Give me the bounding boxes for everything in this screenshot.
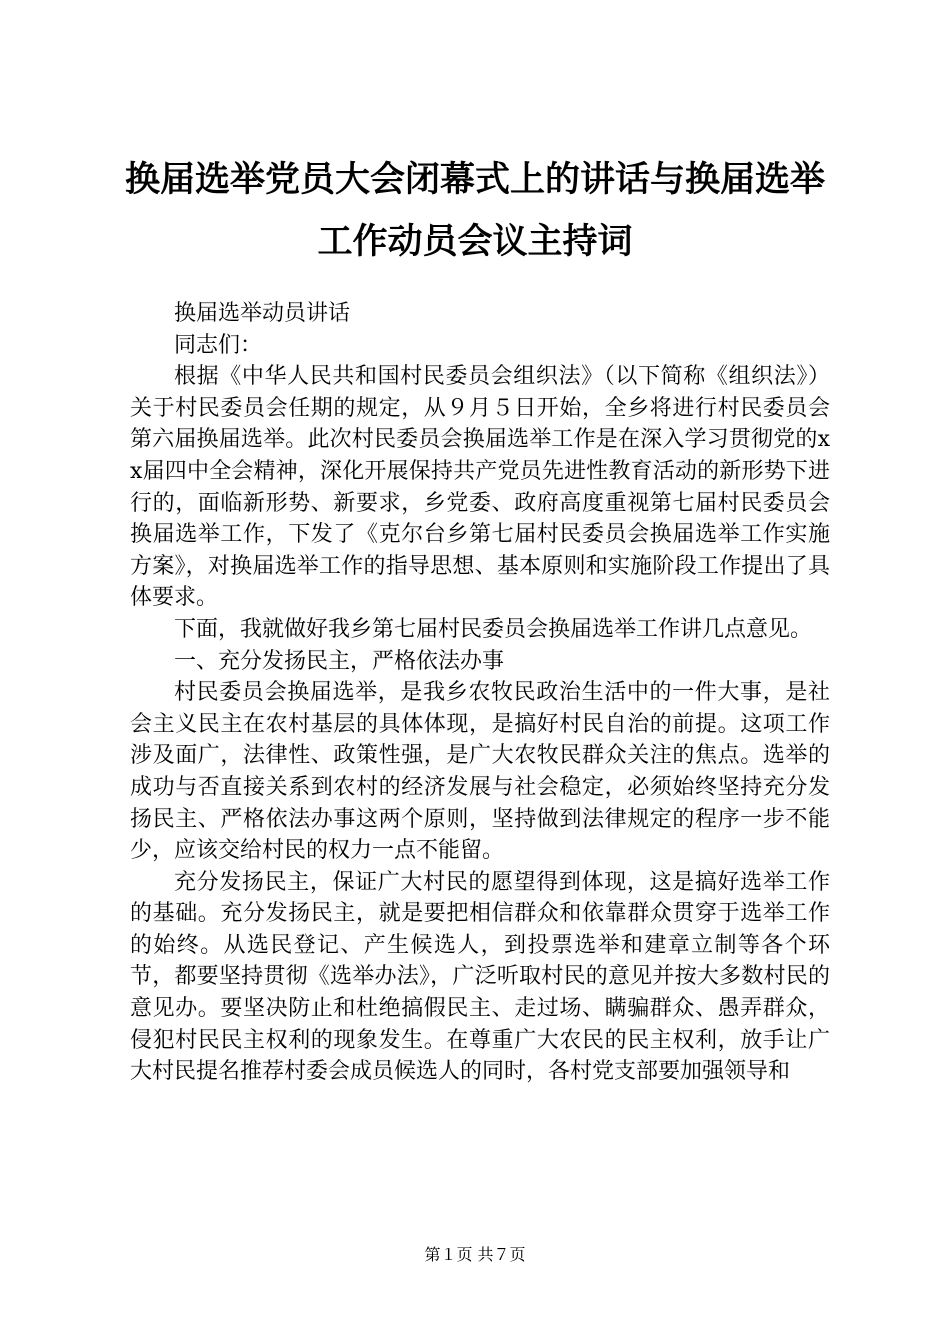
document-title-line-1: 换届选举党员大会闭幕式上的讲话与换届选举 xyxy=(124,160,825,200)
document-body xyxy=(130,298,830,1088)
paragraph: 根据《中华人民共和国村民委员会组织法》（以下简称《组织法》）关于村民委员会任期的规定，从９月５日开始，全乡将进行村民委员会第六届换届选举。此次村民委员会换届选举工作是在深入学习贯彻党的xx届四中全会精神，深化开展保持共产党员先进性教育活动的新形势下进行的，面临新形势、新要求，乡党委、政府高度重视第七届村民委员会换届选举工作，下发了《克尔台乡第七届村民委员会换届选举工作实施方案》，对换届选举工作的指导思想、基本原则和实施阶段工作提出了具体要求。 xyxy=(130,364,830,611)
section-heading: 一、充分发扬民主，严格依法办事 xyxy=(174,648,505,674)
paragraph-heading: 换届选举动员讲话 xyxy=(174,301,351,326)
paragraph: 充分发扬民主，保证广大村民的愿望得到体现，这是搞好选举工作的基础。充分发扬民主，就是要把相信群众和依靠群众贯穿于选举工作的始终。从选民登记、产生候选人，到投票选举和建章立制等各个环节，都要坚持贯彻《选举办法》，广泛听取村民的意见并按大多数村民的意见办。要坚决防止和杜绝搞假民主、走过场、瞒骗群众、愚弄群众，侵犯村民民主权利的现象发生。在尊重广大农民的民主权利，放手让广大村民提名推荐村委会成员候选人的同时，各村党支部要加强领导和 xyxy=(130,869,830,1085)
document-title-line-2: 工作动员会议主持词 xyxy=(317,222,633,262)
page-number-footer: 第１页 共７页 xyxy=(424,1245,526,1264)
paragraph-salutation: 同志们： xyxy=(174,332,263,358)
paragraph: 村民委员会换届选举，是我乡农牧民政治生活中的一件大事，是社会主义民主在农村基层的具体体现，是搞好村民自治的前提。这项工作涉及面广，法律性、政策性强，是广大农牧民群众关注的焦点。选举的成功与否直接关系到农村的经济发展与社会稳定，必须始终坚持充分发扬民主、严格依法办事这两个原则，坚持做到法律规定的程序一步不能少，应该交给村民的权力一点不能留。 xyxy=(130,680,830,864)
paragraph: 下面，我就做好我乡第七届村民委员会换届选举工作讲几点意见。 xyxy=(174,616,813,642)
